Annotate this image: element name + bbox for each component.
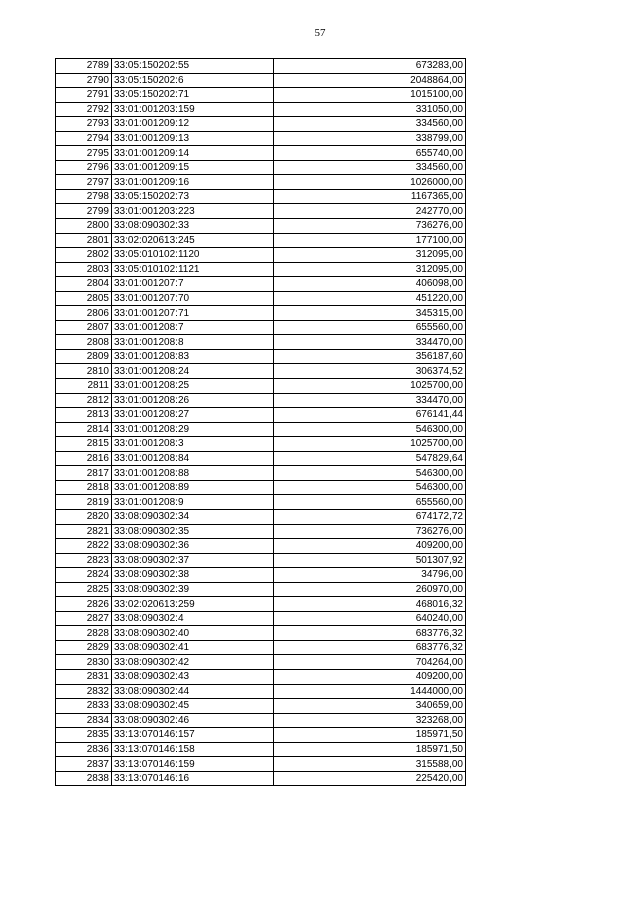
table-row — [56, 189, 466, 204]
row-number-cell: 2821 — [56, 524, 112, 539]
cadastral-number-cell: 33:01:001207:7 — [112, 277, 274, 292]
row-number-cell: 2809 — [56, 349, 112, 364]
row-number-cell: 2795 — [56, 146, 112, 161]
cadastral-value-cell: 1025700,00 — [274, 437, 466, 452]
cadastral-value-cell: 704264,00 — [274, 655, 466, 670]
cadastral-number-cell: 33:01:001208:3 — [112, 437, 274, 452]
cadastral-number-cell: 33:08:090302:34 — [112, 509, 274, 524]
cadastral-value-table — [55, 58, 466, 786]
cadastral-value-cell: 640240,00 — [274, 611, 466, 626]
cadastral-number-cell: 33:01:001208:24 — [112, 364, 274, 379]
cadastral-number-cell: 33:01:001209:13 — [112, 131, 274, 146]
cadastral-number-cell: 33:08:090302:43 — [112, 669, 274, 684]
row-number-cell: 2798 — [56, 189, 112, 204]
row-number-cell: 2818 — [56, 480, 112, 495]
cadastral-value-cell: 468016,32 — [274, 597, 466, 612]
table-row — [56, 73, 466, 88]
table-row — [56, 480, 466, 495]
page-number: 57 — [314, 27, 326, 39]
table-row — [56, 277, 466, 292]
cadastral-value-cell: 338799,00 — [274, 131, 466, 146]
cadastral-number-cell: 33:05:150202:55 — [112, 59, 274, 74]
table-row — [56, 233, 466, 248]
cadastral-value-cell: 177100,00 — [274, 233, 466, 248]
table-row — [56, 248, 466, 263]
cadastral-number-cell: 33:01:001209:15 — [112, 160, 274, 175]
cadastral-value-cell: 1167365,00 — [274, 189, 466, 204]
table-row — [56, 291, 466, 306]
cadastral-number-cell: 33:13:070146:159 — [112, 757, 274, 772]
table-row — [56, 669, 466, 684]
cadastral-number-cell: 33:08:090302:38 — [112, 568, 274, 583]
cadastral-number-cell: 33:13:070146:16 — [112, 771, 274, 786]
row-number-cell: 2837 — [56, 757, 112, 772]
cadastral-value-cell: 1015100,00 — [274, 88, 466, 103]
table-row — [56, 757, 466, 772]
cadastral-value-cell: 736276,00 — [274, 524, 466, 539]
cadastral-number-cell: 33:08:090302:41 — [112, 640, 274, 655]
cadastral-number-cell: 33:05:150202:71 — [112, 88, 274, 103]
row-number-cell: 2800 — [56, 219, 112, 234]
table-row — [56, 655, 466, 670]
cadastral-number-cell: 33:01:001208:25 — [112, 379, 274, 394]
cadastral-number-cell: 33:02:020613:259 — [112, 597, 274, 612]
cadastral-number-cell: 33:08:090302:45 — [112, 699, 274, 714]
row-number-cell: 2793 — [56, 117, 112, 132]
row-number-cell: 2791 — [56, 88, 112, 103]
cadastral-number-cell: 33:08:090302:35 — [112, 524, 274, 539]
cadastral-value-cell: 340659,00 — [274, 699, 466, 714]
table-row — [56, 582, 466, 597]
table-row — [56, 88, 466, 103]
row-number-cell: 2830 — [56, 655, 112, 670]
row-number-cell: 2797 — [56, 175, 112, 190]
row-number-cell: 2799 — [56, 204, 112, 219]
cadastral-number-cell: 33:05:150202:73 — [112, 189, 274, 204]
table-row — [56, 524, 466, 539]
row-number-cell: 2808 — [56, 335, 112, 350]
row-number-cell: 2820 — [56, 509, 112, 524]
table-row — [56, 684, 466, 699]
cadastral-number-cell: 33:01:001209:12 — [112, 117, 274, 132]
row-number-cell: 2834 — [56, 713, 112, 728]
row-number-cell: 2838 — [56, 771, 112, 786]
cadastral-number-cell: 33:05:010102:1120 — [112, 248, 274, 263]
cadastral-value-cell: 2048864,00 — [274, 73, 466, 88]
row-number-cell: 2802 — [56, 248, 112, 263]
table-row — [56, 117, 466, 132]
cadastral-value-cell: 406098,00 — [274, 277, 466, 292]
row-number-cell: 2815 — [56, 437, 112, 452]
cadastral-number-cell: 33:01:001208:9 — [112, 495, 274, 510]
cadastral-number-cell: 33:01:001208:89 — [112, 480, 274, 495]
row-number-cell: 2835 — [56, 728, 112, 743]
cadastral-value-cell: 683776,32 — [274, 640, 466, 655]
row-number-cell: 2794 — [56, 131, 112, 146]
cadastral-number-cell: 33:08:090302:46 — [112, 713, 274, 728]
row-number-cell: 2828 — [56, 626, 112, 641]
row-number-cell: 2824 — [56, 568, 112, 583]
row-number-cell: 2813 — [56, 408, 112, 423]
row-number-cell: 2825 — [56, 582, 112, 597]
table-row — [56, 437, 466, 452]
table-row — [56, 131, 466, 146]
table-row — [56, 349, 466, 364]
cadastral-value-cell: 345315,00 — [274, 306, 466, 321]
table-row — [56, 495, 466, 510]
table-row — [56, 611, 466, 626]
cadastral-number-cell: 33:01:001209:14 — [112, 146, 274, 161]
table-body — [56, 59, 466, 786]
table-row — [56, 364, 466, 379]
table-row — [56, 422, 466, 437]
table-row — [56, 59, 466, 74]
cadastral-value-cell: 676141,44 — [274, 408, 466, 423]
cadastral-number-cell: 33:01:001208:84 — [112, 451, 274, 466]
row-number-cell: 2836 — [56, 742, 112, 757]
table-row — [56, 466, 466, 481]
cadastral-number-cell: 33:01:001208:27 — [112, 408, 274, 423]
row-number-cell: 2790 — [56, 73, 112, 88]
cadastral-value-cell: 312095,00 — [274, 262, 466, 277]
table-row — [56, 771, 466, 786]
row-number-cell: 2789 — [56, 59, 112, 74]
row-number-cell: 2829 — [56, 640, 112, 655]
cadastral-number-cell: 33:01:001209:16 — [112, 175, 274, 190]
table-row — [56, 553, 466, 568]
table-row — [56, 742, 466, 757]
table-row — [56, 160, 466, 175]
row-number-cell: 2807 — [56, 320, 112, 335]
table-row — [56, 640, 466, 655]
table-row — [56, 509, 466, 524]
table-row — [56, 306, 466, 321]
cadastral-number-cell: 33:02:020613:245 — [112, 233, 274, 248]
cadastral-value-cell: 334560,00 — [274, 117, 466, 132]
cadastral-value-cell: 674172,72 — [274, 509, 466, 524]
cadastral-number-cell: 33:01:001207:70 — [112, 291, 274, 306]
cadastral-value-cell: 547829,64 — [274, 451, 466, 466]
cadastral-value-cell: 312095,00 — [274, 248, 466, 263]
table-row — [56, 393, 466, 408]
cadastral-value-cell: 34796,00 — [274, 568, 466, 583]
row-number-cell: 2812 — [56, 393, 112, 408]
cadastral-number-cell: 33:01:001207:71 — [112, 306, 274, 321]
table-row — [56, 408, 466, 423]
cadastral-value-cell: 546300,00 — [274, 466, 466, 481]
table-row — [56, 146, 466, 161]
table-row — [56, 539, 466, 554]
table-row — [56, 451, 466, 466]
table-row — [56, 204, 466, 219]
row-number-cell: 2816 — [56, 451, 112, 466]
table-row — [56, 728, 466, 743]
cadastral-number-cell: 33:08:090302:33 — [112, 219, 274, 234]
cadastral-value-cell: 451220,00 — [274, 291, 466, 306]
cadastral-number-cell: 33:08:090302:4 — [112, 611, 274, 626]
cadastral-number-cell: 33:13:070146:158 — [112, 742, 274, 757]
cadastral-number-cell: 33:01:001208:83 — [112, 349, 274, 364]
row-number-cell: 2792 — [56, 102, 112, 117]
cadastral-value-cell: 242770,00 — [274, 204, 466, 219]
table-row — [56, 320, 466, 335]
row-number-cell: 2814 — [56, 422, 112, 437]
cadastral-value-cell: 185971,50 — [274, 728, 466, 743]
cadastral-number-cell: 33:05:150202:6 — [112, 73, 274, 88]
cadastral-value-cell: 331050,00 — [274, 102, 466, 117]
cadastral-number-cell: 33:01:001208:7 — [112, 320, 274, 335]
row-number-cell: 2832 — [56, 684, 112, 699]
row-number-cell: 2804 — [56, 277, 112, 292]
table-row — [56, 713, 466, 728]
cadastral-value-cell: 655560,00 — [274, 320, 466, 335]
cadastral-number-cell: 33:01:001208:26 — [112, 393, 274, 408]
cadastral-value-cell: 185971,50 — [274, 742, 466, 757]
cadastral-value-cell: 334470,00 — [274, 335, 466, 350]
row-number-cell: 2803 — [56, 262, 112, 277]
cadastral-value-cell: 736276,00 — [274, 219, 466, 234]
row-number-cell: 2833 — [56, 699, 112, 714]
cadastral-number-cell: 33:01:001208:88 — [112, 466, 274, 481]
table-row — [56, 568, 466, 583]
table-row — [56, 597, 466, 612]
cadastral-value-cell: 546300,00 — [274, 422, 466, 437]
cadastral-number-cell: 33:01:001203:159 — [112, 102, 274, 117]
row-number-cell: 2819 — [56, 495, 112, 510]
cadastral-number-cell: 33:08:090302:36 — [112, 539, 274, 554]
cadastral-value-cell: 315588,00 — [274, 757, 466, 772]
cadastral-number-cell: 33:01:001208:8 — [112, 335, 274, 350]
cadastral-value-cell: 655740,00 — [274, 146, 466, 161]
cadastral-value-cell: 334470,00 — [274, 393, 466, 408]
cadastral-value-cell: 1026000,00 — [274, 175, 466, 190]
cadastral-value-cell: 225420,00 — [274, 771, 466, 786]
cadastral-value-cell: 323268,00 — [274, 713, 466, 728]
cadastral-number-cell: 33:01:001208:29 — [112, 422, 274, 437]
row-number-cell: 2823 — [56, 553, 112, 568]
table-row — [56, 262, 466, 277]
cadastral-number-cell: 33:08:090302:37 — [112, 553, 274, 568]
cadastral-number-cell: 33:01:001203:223 — [112, 204, 274, 219]
row-number-cell: 2827 — [56, 611, 112, 626]
cadastral-value-cell: 683776,32 — [274, 626, 466, 641]
table-row — [56, 626, 466, 641]
cadastral-value-cell: 409200,00 — [274, 539, 466, 554]
row-number-cell: 2811 — [56, 379, 112, 394]
cadastral-number-cell: 33:05:010102:1121 — [112, 262, 274, 277]
cadastral-value-cell: 1444000,00 — [274, 684, 466, 699]
cadastral-value-cell: 334560,00 — [274, 160, 466, 175]
row-number-cell: 2810 — [56, 364, 112, 379]
cadastral-value-cell: 306374,52 — [274, 364, 466, 379]
row-number-cell: 2801 — [56, 233, 112, 248]
cadastral-number-cell: 33:08:090302:42 — [112, 655, 274, 670]
cadastral-number-cell: 33:08:090302:40 — [112, 626, 274, 641]
cadastral-value-cell: 673283,00 — [274, 59, 466, 74]
cadastral-value-cell: 501307,92 — [274, 553, 466, 568]
row-number-cell: 2805 — [56, 291, 112, 306]
cadastral-value-cell: 546300,00 — [274, 480, 466, 495]
table-row — [56, 699, 466, 714]
table-row — [56, 335, 466, 350]
row-number-cell: 2806 — [56, 306, 112, 321]
table-row — [56, 219, 466, 234]
cadastral-number-cell: 33:08:090302:44 — [112, 684, 274, 699]
row-number-cell: 2822 — [56, 539, 112, 554]
table-row — [56, 379, 466, 394]
cadastral-number-cell: 33:13:070146:157 — [112, 728, 274, 743]
cadastral-value-cell: 655560,00 — [274, 495, 466, 510]
cadastral-number-cell: 33:08:090302:39 — [112, 582, 274, 597]
cadastral-value-cell: 1025700,00 — [274, 379, 466, 394]
cadastral-value-cell: 356187,60 — [274, 349, 466, 364]
cadastral-value-cell: 409200,00 — [274, 669, 466, 684]
row-number-cell: 2831 — [56, 669, 112, 684]
row-number-cell: 2826 — [56, 597, 112, 612]
row-number-cell: 2796 — [56, 160, 112, 175]
row-number-cell: 2817 — [56, 466, 112, 481]
cadastral-value-cell: 260970,00 — [274, 582, 466, 597]
table-row — [56, 175, 466, 190]
table-row — [56, 102, 466, 117]
